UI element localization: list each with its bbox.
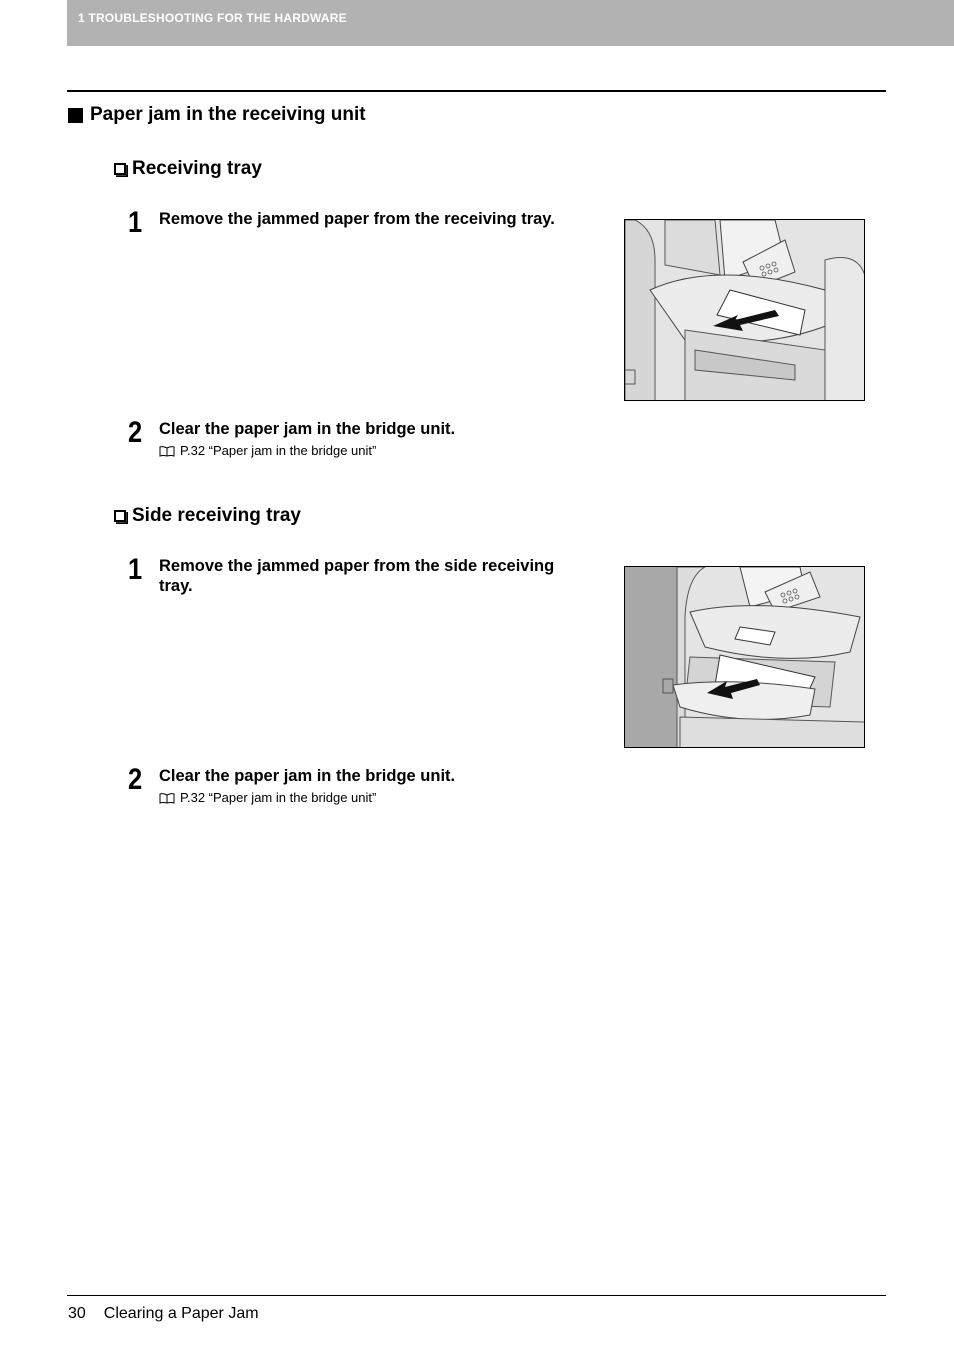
square-bullet-icon	[68, 108, 83, 123]
step-text: Remove the jammed paper from the receiving tray.	[159, 210, 555, 228]
chapter-title: 1 TROUBLESHOOTING FOR THE HARDWARE	[78, 11, 347, 25]
subsection-title-side-receiving-tray	[114, 505, 301, 527]
step-number: 1	[128, 553, 143, 586]
step-text: Clear the paper jam in the bridge unit.	[159, 767, 456, 785]
step-number: 2	[128, 416, 143, 449]
step-text: Clear the paper jam in the bridge unit.	[159, 420, 456, 438]
section-title-text: Paper jam in the receiving unit	[90, 104, 366, 125]
page-reference-text: P.32 “Paper jam in the bridge unit”	[180, 443, 377, 458]
footer	[68, 1305, 259, 1323]
checkbox-bullet-icon	[114, 163, 126, 175]
header-bar	[67, 0, 954, 46]
subsection-title-receiving-tray	[114, 158, 262, 180]
subsection-title-text: Side receiving tray	[132, 505, 301, 526]
page-reference[interactable]	[159, 443, 376, 458]
book-icon	[159, 445, 175, 457]
receiving-tray-illustration	[624, 219, 865, 401]
printer-receiving-tray-drawing	[625, 220, 865, 401]
checkbox-bullet-icon	[114, 510, 126, 522]
step-text: Remove the jammed paper from the side receiving tray.	[159, 557, 555, 595]
page-number: 30	[68, 1305, 86, 1322]
divider	[67, 90, 886, 92]
side-receiving-tray-illustration	[624, 566, 865, 748]
page-reference-text: P.32 “Paper jam in the bridge unit”	[180, 790, 377, 805]
step-number: 2	[128, 763, 143, 796]
book-icon	[159, 792, 175, 804]
section-title	[68, 104, 366, 126]
page-reference[interactable]	[159, 790, 376, 805]
footer-divider	[67, 1295, 886, 1296]
footer-title: Clearing a Paper Jam	[103, 1305, 259, 1322]
printer-side-tray-drawing	[625, 567, 865, 748]
subsection-title-text: Receiving tray	[132, 158, 262, 179]
step-number: 1	[128, 206, 143, 239]
